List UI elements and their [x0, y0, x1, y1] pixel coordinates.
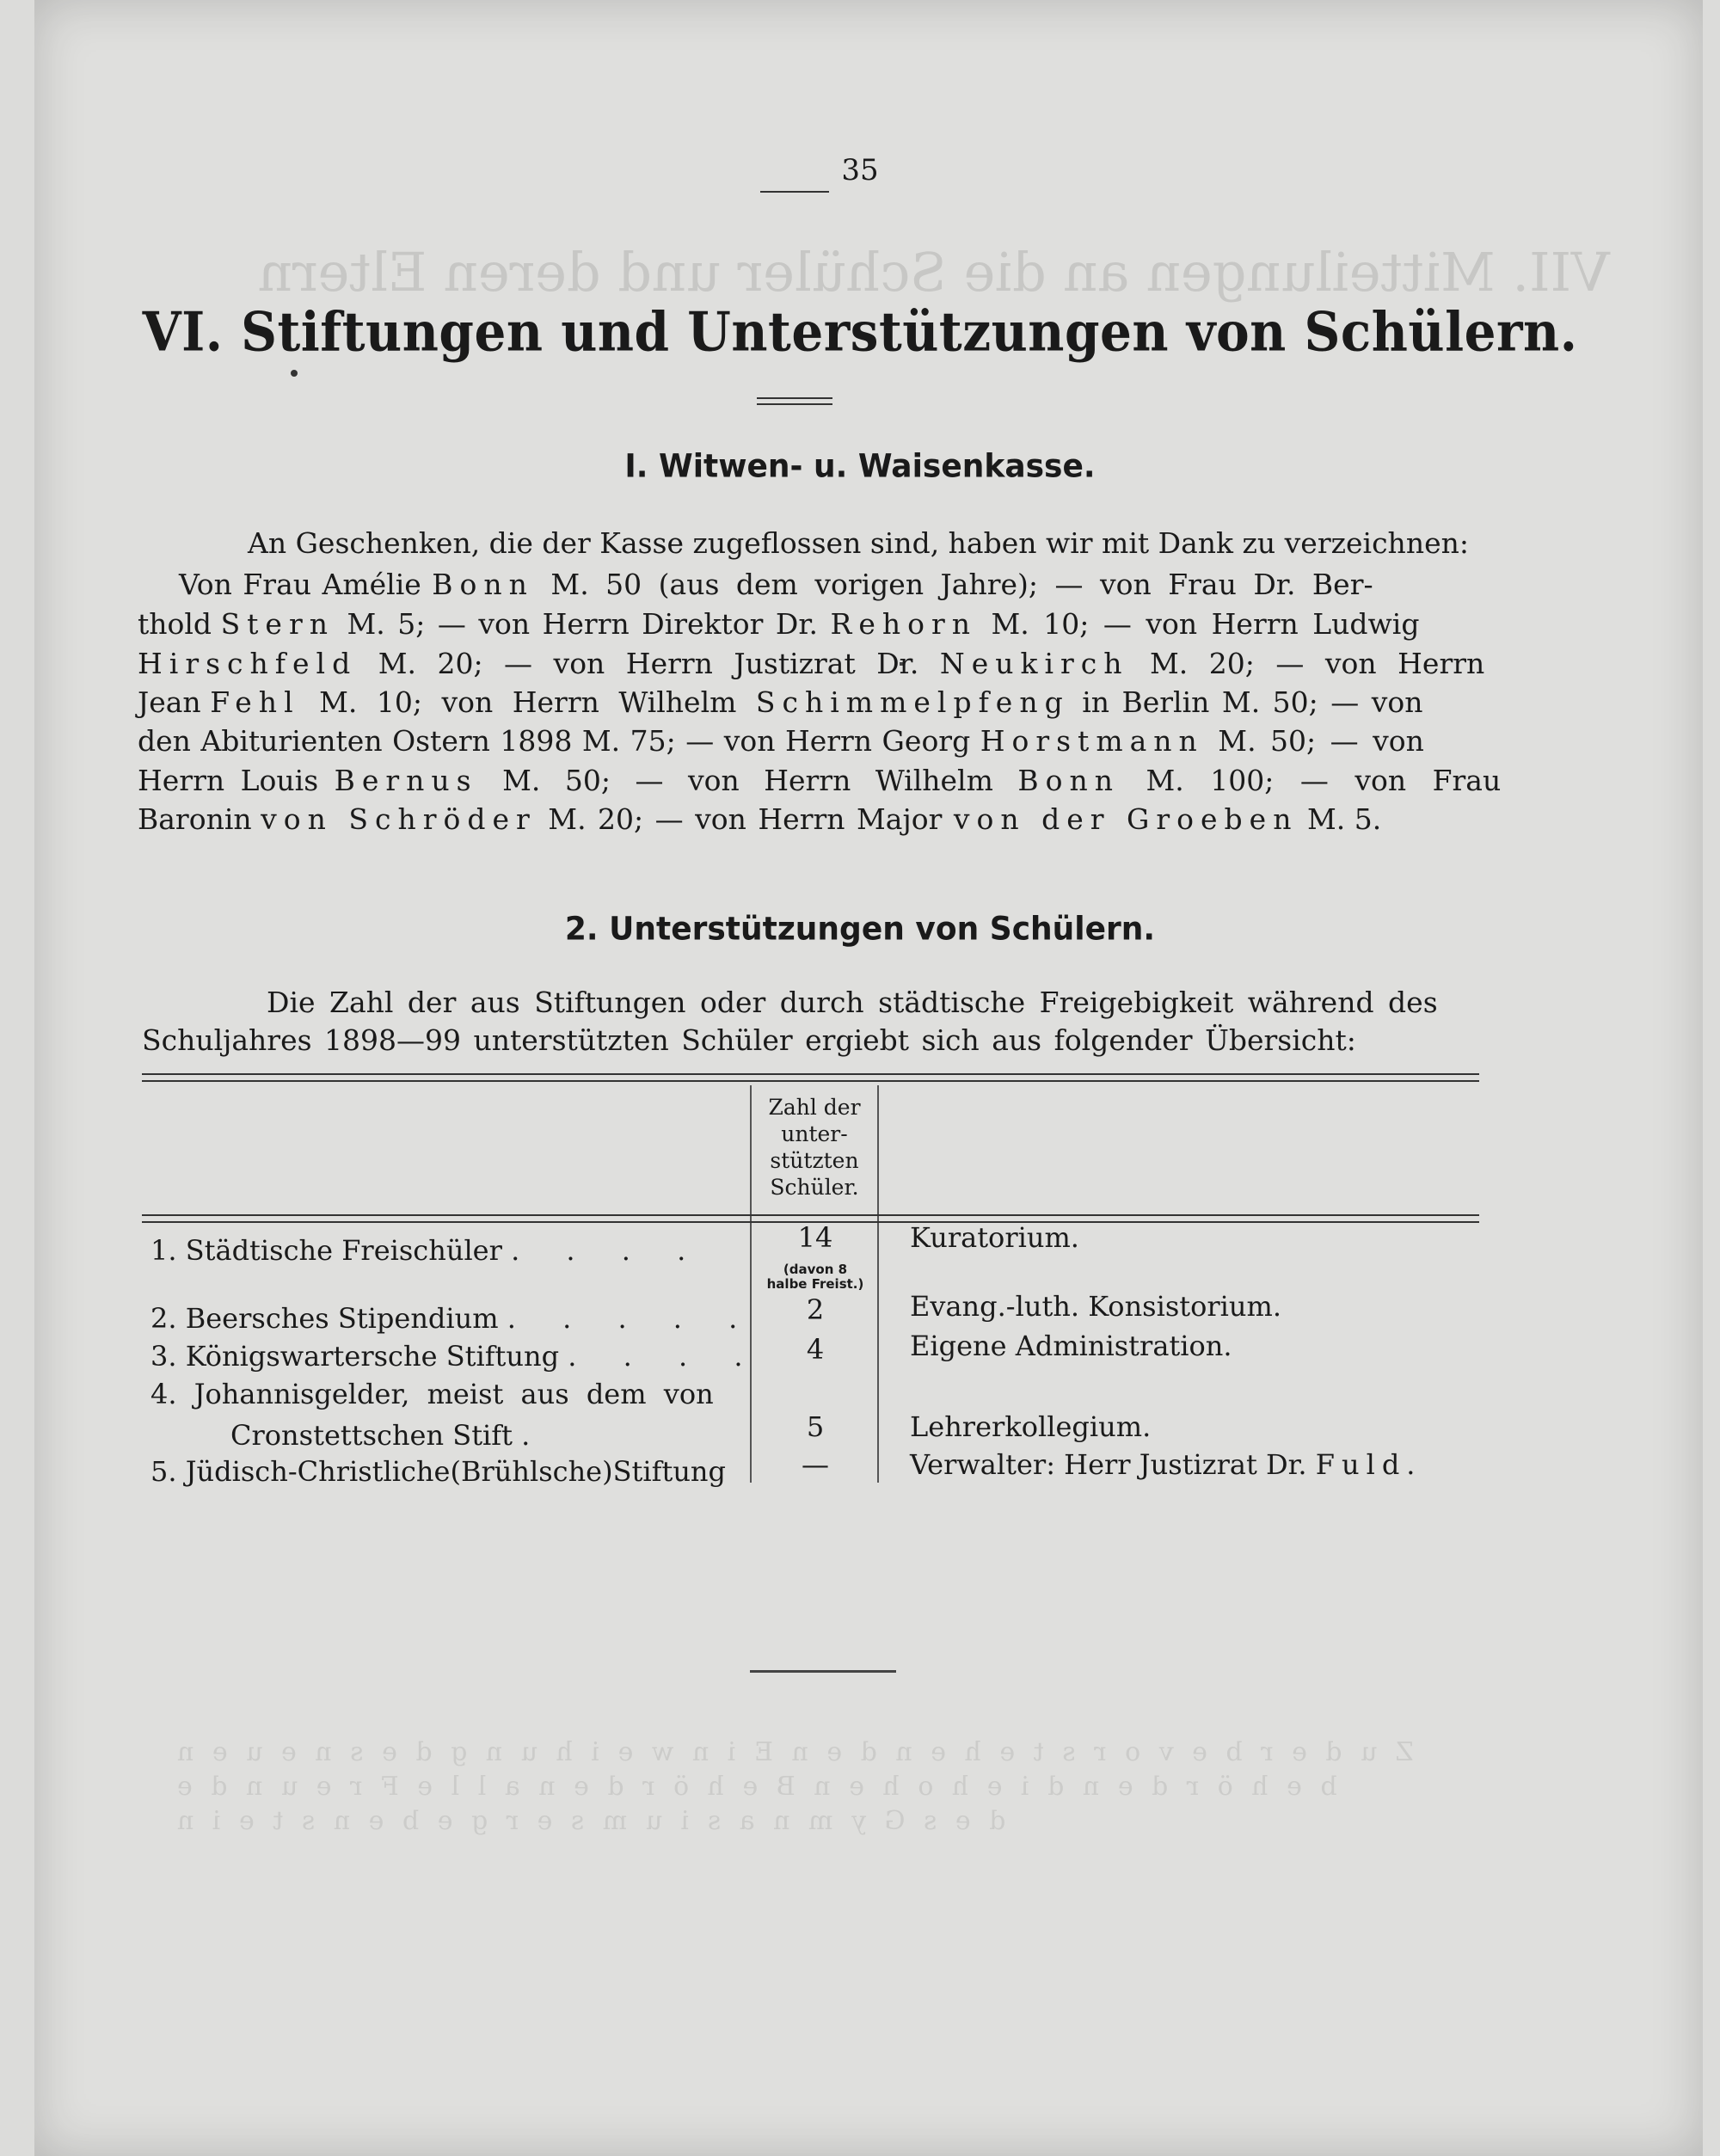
row-note: (davon 8 halbe Freist.)	[766, 1262, 864, 1292]
ink-dot	[291, 370, 298, 377]
s2-intro-line-2: Schuljahres 1898—99 unterstützten Schüler ergiebt sich aus folgender Übersicht:	[142, 1023, 1356, 1057]
s1-line-7: Herrn Louis Bernus M. 50; — von Herrn Wilhelm Bonn M. 100; — von Frau	[138, 764, 1502, 797]
page-number: 35	[841, 153, 879, 187]
table-divider-right	[877, 1085, 879, 1483]
column-header	[752, 1094, 877, 1201]
s1-line-2: Von Frau Amélie Bonn M. 50 (aus dem vorigen Jahre); — von Frau Dr. Ber-	[179, 568, 1373, 601]
s2-intro-line-1: Die Zahl der aus Stiftungen oder durch städtische Freigebigkeit während des	[267, 986, 1438, 1019]
table-row: 4. Johannisgelder, meist aus dem von	[150, 1378, 714, 1410]
section2-heading: 2. Unterstützungen von Schülern.	[564, 910, 1156, 949]
s1-line-4: Hirschfeld M. 20; — von Herrn Justizrat Dr. Neukirch M. 20; — von Herrn	[138, 647, 1485, 680]
closing-rule	[750, 1670, 896, 1673]
column-header-line: Schüler.	[770, 1175, 859, 1200]
title-divider	[757, 397, 832, 405]
show-through-text: Z u d e r b e v o r s t e h e n d e n E i n w e i h u n g d e s n e u e n	[172, 1737, 1414, 1767]
row-administration: Evang.-luth. Konsistorium.	[910, 1290, 1282, 1323]
s1-line-1: An Geschenken, die der Kasse zugeflossen sind, haben wir mit Dank zu verzeichnen:	[248, 526, 1469, 560]
s1-line-8: Baronin von Schröder M. 20; — von Herrn Major von der Groeben M. 5.	[138, 802, 1382, 836]
table-row: 5. Jüdisch-Christliche(Brühlsche)Stiftung	[150, 1455, 727, 1488]
row-administration: Eigene Administration.	[910, 1330, 1232, 1362]
column-header-line: stützten	[770, 1148, 859, 1173]
page-title: VI. Stiftungen und Unterstützungen von Schülern.	[142, 300, 1578, 364]
table-row-continued: Cronstettschen Stift .	[230, 1419, 550, 1452]
section1-heading: I. Witwen- u. Waisenkasse.	[624, 447, 1096, 486]
show-through-text: b e h ö r d e n d i e h o h e n B e h ö r d e n a l l e F r e u n d e	[172, 1772, 1337, 1802]
table-top-rule	[142, 1073, 1479, 1075]
show-through-heading: VII. Mitteilungen an die Schüler und deren Eltern	[258, 241, 1610, 304]
table-top-rule-2	[142, 1080, 1479, 1082]
page-number-rule	[760, 191, 829, 193]
row-count: 2	[806, 1293, 825, 1326]
row-count: 14	[797, 1221, 833, 1254]
table-row: 1. Städtische Freischüler . . . .	[150, 1234, 705, 1267]
column-header-line: Zahl der	[768, 1095, 861, 1120]
row-administration: Lehrerkollegium.	[910, 1410, 1152, 1443]
column-header-line: unter-	[781, 1121, 848, 1146]
table-row: 2. Beersches Stipendium . . . . .	[150, 1302, 757, 1335]
s1-line-3: thold Stern M. 5; — von Herrn Direktor Dr. Rehorn M. 10; — von Herrn Ludwig	[138, 607, 1420, 641]
table-row: 3. Königswartersche Stiftung . . . .	[150, 1340, 762, 1373]
row-administration: Verwalter: Herr Justizrat Dr. Fuld.	[910, 1448, 1416, 1481]
show-through-text: d e s G y m n a s i u m s e r g e b e n s t e i n	[172, 1806, 1006, 1836]
row-count: —	[802, 1448, 829, 1481]
row-administration: Kuratorium.	[910, 1221, 1079, 1254]
table-header-rule	[142, 1214, 1479, 1216]
row-count: 5	[806, 1410, 825, 1443]
s1-line-5: Jean Fehl M. 10; von Herrn Wilhelm Schimmelpfeng in Berlin M. 50; — von	[138, 685, 1423, 719]
row-count: 4	[806, 1333, 825, 1366]
s1-line-6: den Abiturienten Ostern 1898 M. 75; — von Herrn Georg Horstmann M. 50; — von	[138, 724, 1424, 758]
